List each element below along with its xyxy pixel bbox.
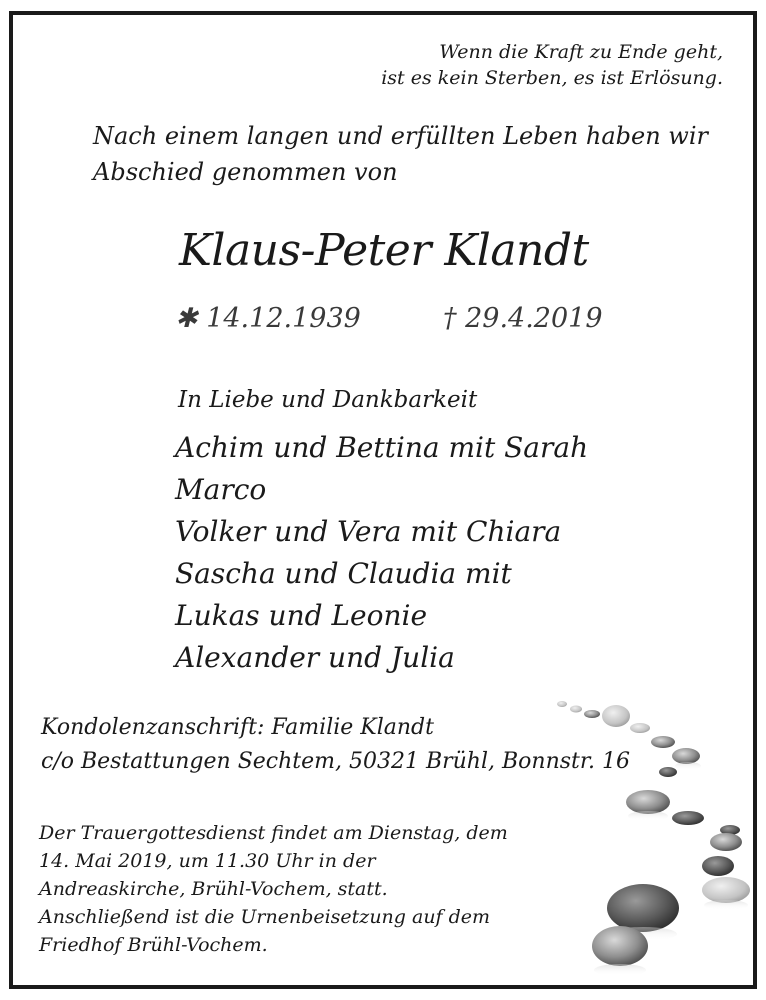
service-line: Andreaskirche, Brühl-Vochem, statt. (39, 878, 388, 900)
family-line: Sascha und Claudia mit (175, 557, 512, 590)
service-line: Anschließend ist die Urnenbeisetzung auf dem (39, 906, 491, 928)
quote-line-2: ist es kein Sterben, es ist Erlösung. (381, 67, 723, 89)
service-line: Friedhof Brühl-Vochem. (39, 934, 268, 956)
quote-line-1: Wenn die Kraft zu Ende geht, (439, 41, 723, 63)
birth-date: ✱ 14.12.1939 (175, 303, 361, 334)
stepping-stones-image (548, 690, 763, 990)
family-line: Lukas und Leonie (175, 599, 428, 632)
service-line: Der Trauergottesdienst findet am Dienstag, dem (39, 822, 508, 844)
obituary-frame (9, 11, 757, 989)
family-line: Achim und Bettina mit Sarah (175, 431, 589, 464)
intro-line-2: Abschied genommen von (93, 158, 398, 186)
death-date: † 29.4.2019 (443, 303, 603, 334)
intro-line-1: Nach einem langen und erfüllten Leben haben wir (93, 122, 708, 150)
family-line: Marco (175, 473, 267, 506)
address-line-1: Kondolenzanschrift: Familie Klandt (41, 715, 434, 740)
service-line: 14. Mai 2019, um 11.30 Uhr in der (39, 850, 376, 872)
family-line: Alexander und Julia (175, 641, 455, 674)
deceased-name: Klaus-Peter Klandt (179, 225, 589, 276)
family-line: Volker und Vera mit Chiara (175, 515, 562, 548)
thanks-line: In Liebe und Dankbarkeit (178, 387, 478, 413)
address-line-2: c/o Bestattungen Sechtem, 50321 Brühl, Bonnstr. 16 (41, 749, 630, 774)
